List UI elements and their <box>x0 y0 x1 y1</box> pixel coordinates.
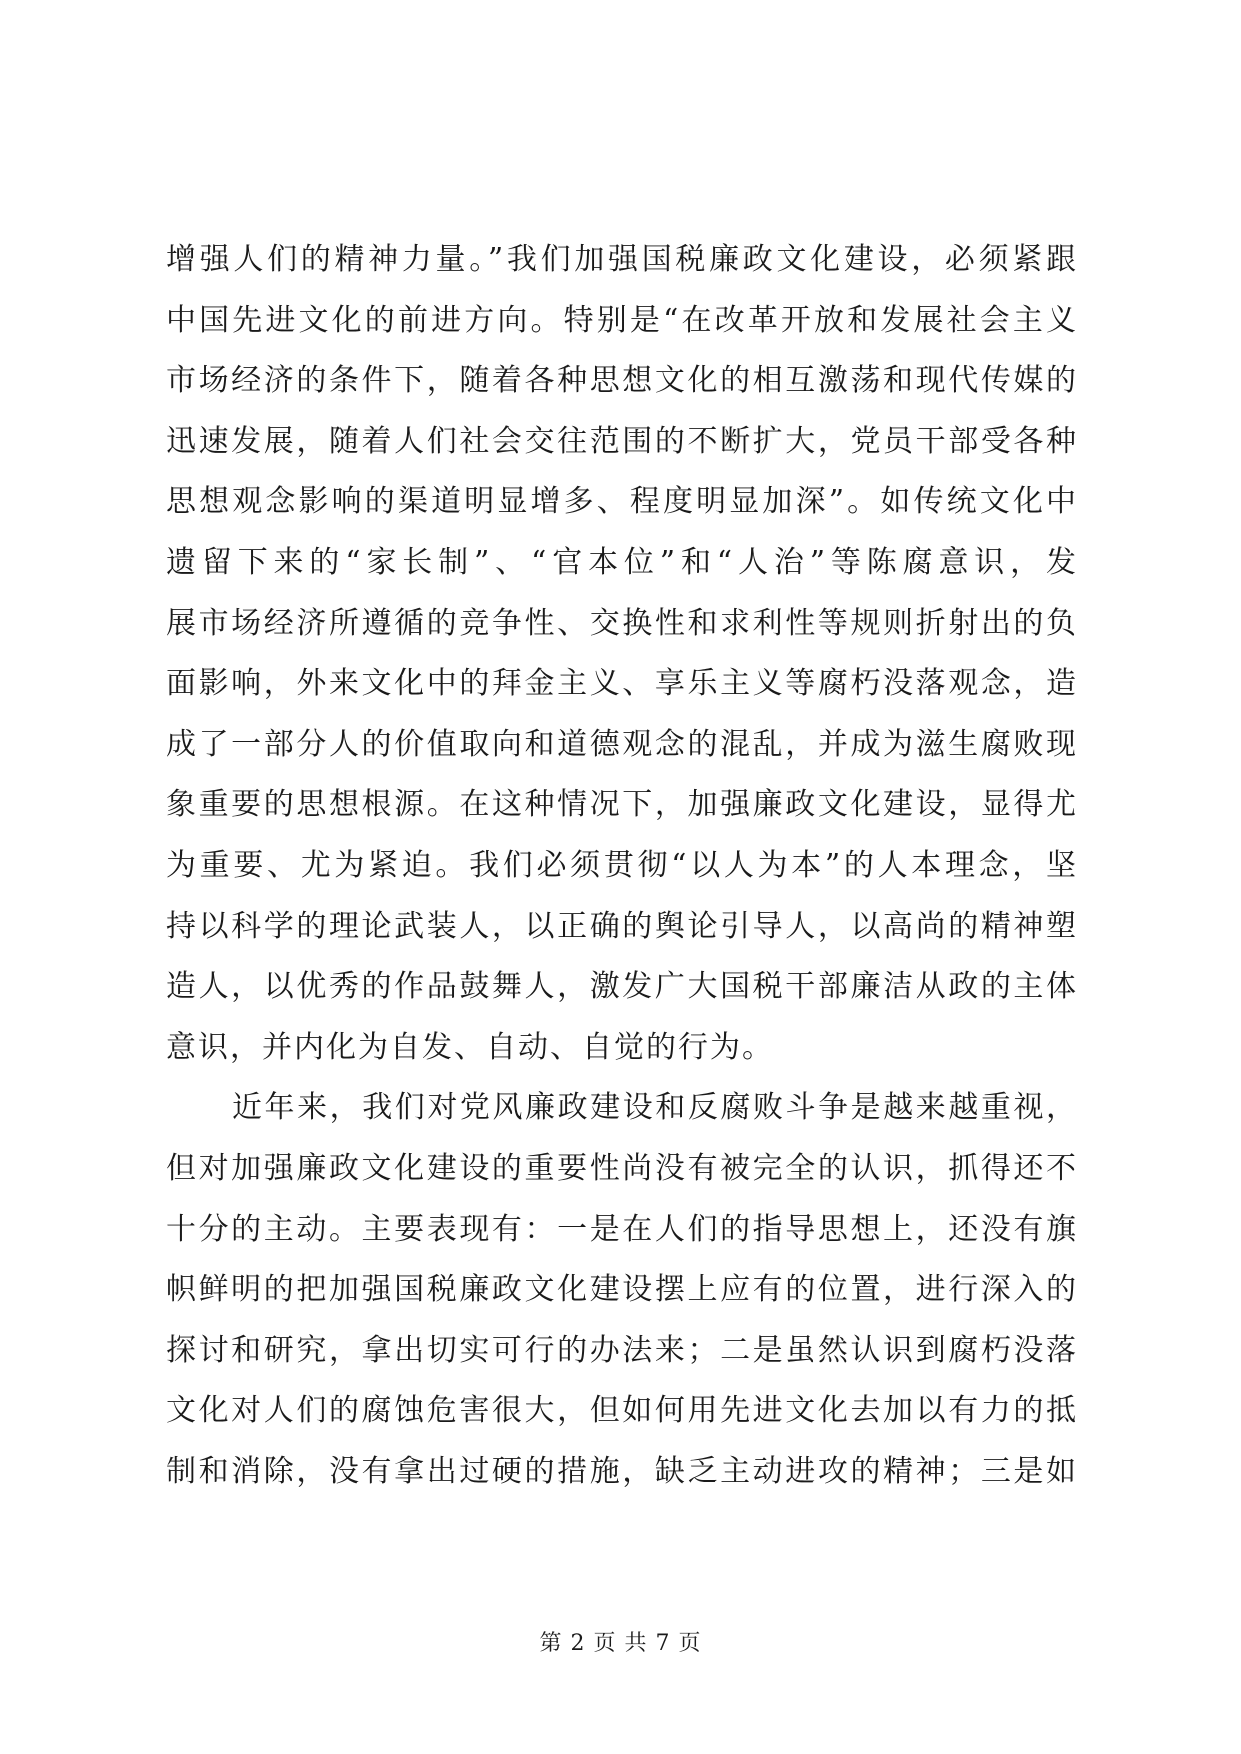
text-line: 造人，以优秀的作品鼓舞人，激发广大国税干部廉洁从政的主体 <box>166 969 1078 1005</box>
text-line: 制和消除，没有拿出过硬的措施，缺乏主动进攻的精神；三是如 <box>166 1453 1078 1489</box>
text-line: 为重要、尤为紧迫。我们必须贯彻“以人为本”的人本理念，坚 <box>166 847 1078 883</box>
text-line: 象重要的思想根源。在这种情况下，加强廉政文化建设，显得尤 <box>166 787 1078 823</box>
text-line: 成了一部分人的价值取向和道德观念的混乱，并成为滋生腐败现 <box>166 726 1078 762</box>
paragraph <box>166 1078 1078 1502</box>
text-line: 近年来，我们对党风廉政建设和反腐败斗争是越来越重视， <box>232 1090 1078 1126</box>
text-line: 思想观念影响的渠道明显增多、程度明显加深”。如传统文化中 <box>166 484 1078 520</box>
text-line: 但对加强廉政文化建设的重要性尚没有被完全的认识，抓得还不 <box>166 1150 1078 1186</box>
text-line: 意识，并内化为自发、自动、自觉的行为。 <box>166 1029 774 1065</box>
paragraph <box>166 230 1078 1078</box>
text-line: 增强人们的精神力量。”我们加强国税廉政文化建设，必须紧跟 <box>166 242 1078 277</box>
text-line: 持以科学的理论武装人，以正确的舆论引导人，以高尚的精神塑 <box>166 908 1078 944</box>
text-line: 帜鲜明的把加强国税廉政文化建设摆上应有的位置，进行深入的 <box>166 1272 1078 1308</box>
text-line: 十分的主动。主要表现有：一是在人们的指导思想上，还没有旗 <box>166 1211 1078 1247</box>
text-line: 面影响，外来文化中的拜金主义、享乐主义等腐朽没落观念，造 <box>166 666 1078 702</box>
text-line: 展市场经济所遵循的竞争性、交换性和求利性等规则折射出的负 <box>166 605 1078 641</box>
document-body <box>166 230 1078 1502</box>
text-line: 中国先进文化的前进方向。特别是“在改革开放和发展社会主义 <box>166 302 1078 338</box>
text-line: 探讨和研究，拿出切实可行的办法来；二是虽然认识到腐朽没落 <box>166 1332 1078 1368</box>
page-number-footer: 第 2 页 共 7 页 <box>539 1631 702 1656</box>
text-line: 文化对人们的腐蚀危害很大，但如何用先进文化去加以有力的抵 <box>166 1393 1078 1429</box>
text-line: 迅速发展，随着人们社会交往范围的不断扩大，党员干部受各种 <box>166 423 1078 459</box>
text-line: 遗留下来的“家长制”、“官本位”和“人治”等陈腐意识，发 <box>166 544 1078 580</box>
text-line: 市场经济的条件下，随着各种思想文化的相互激荡和现代传媒的 <box>166 363 1078 399</box>
